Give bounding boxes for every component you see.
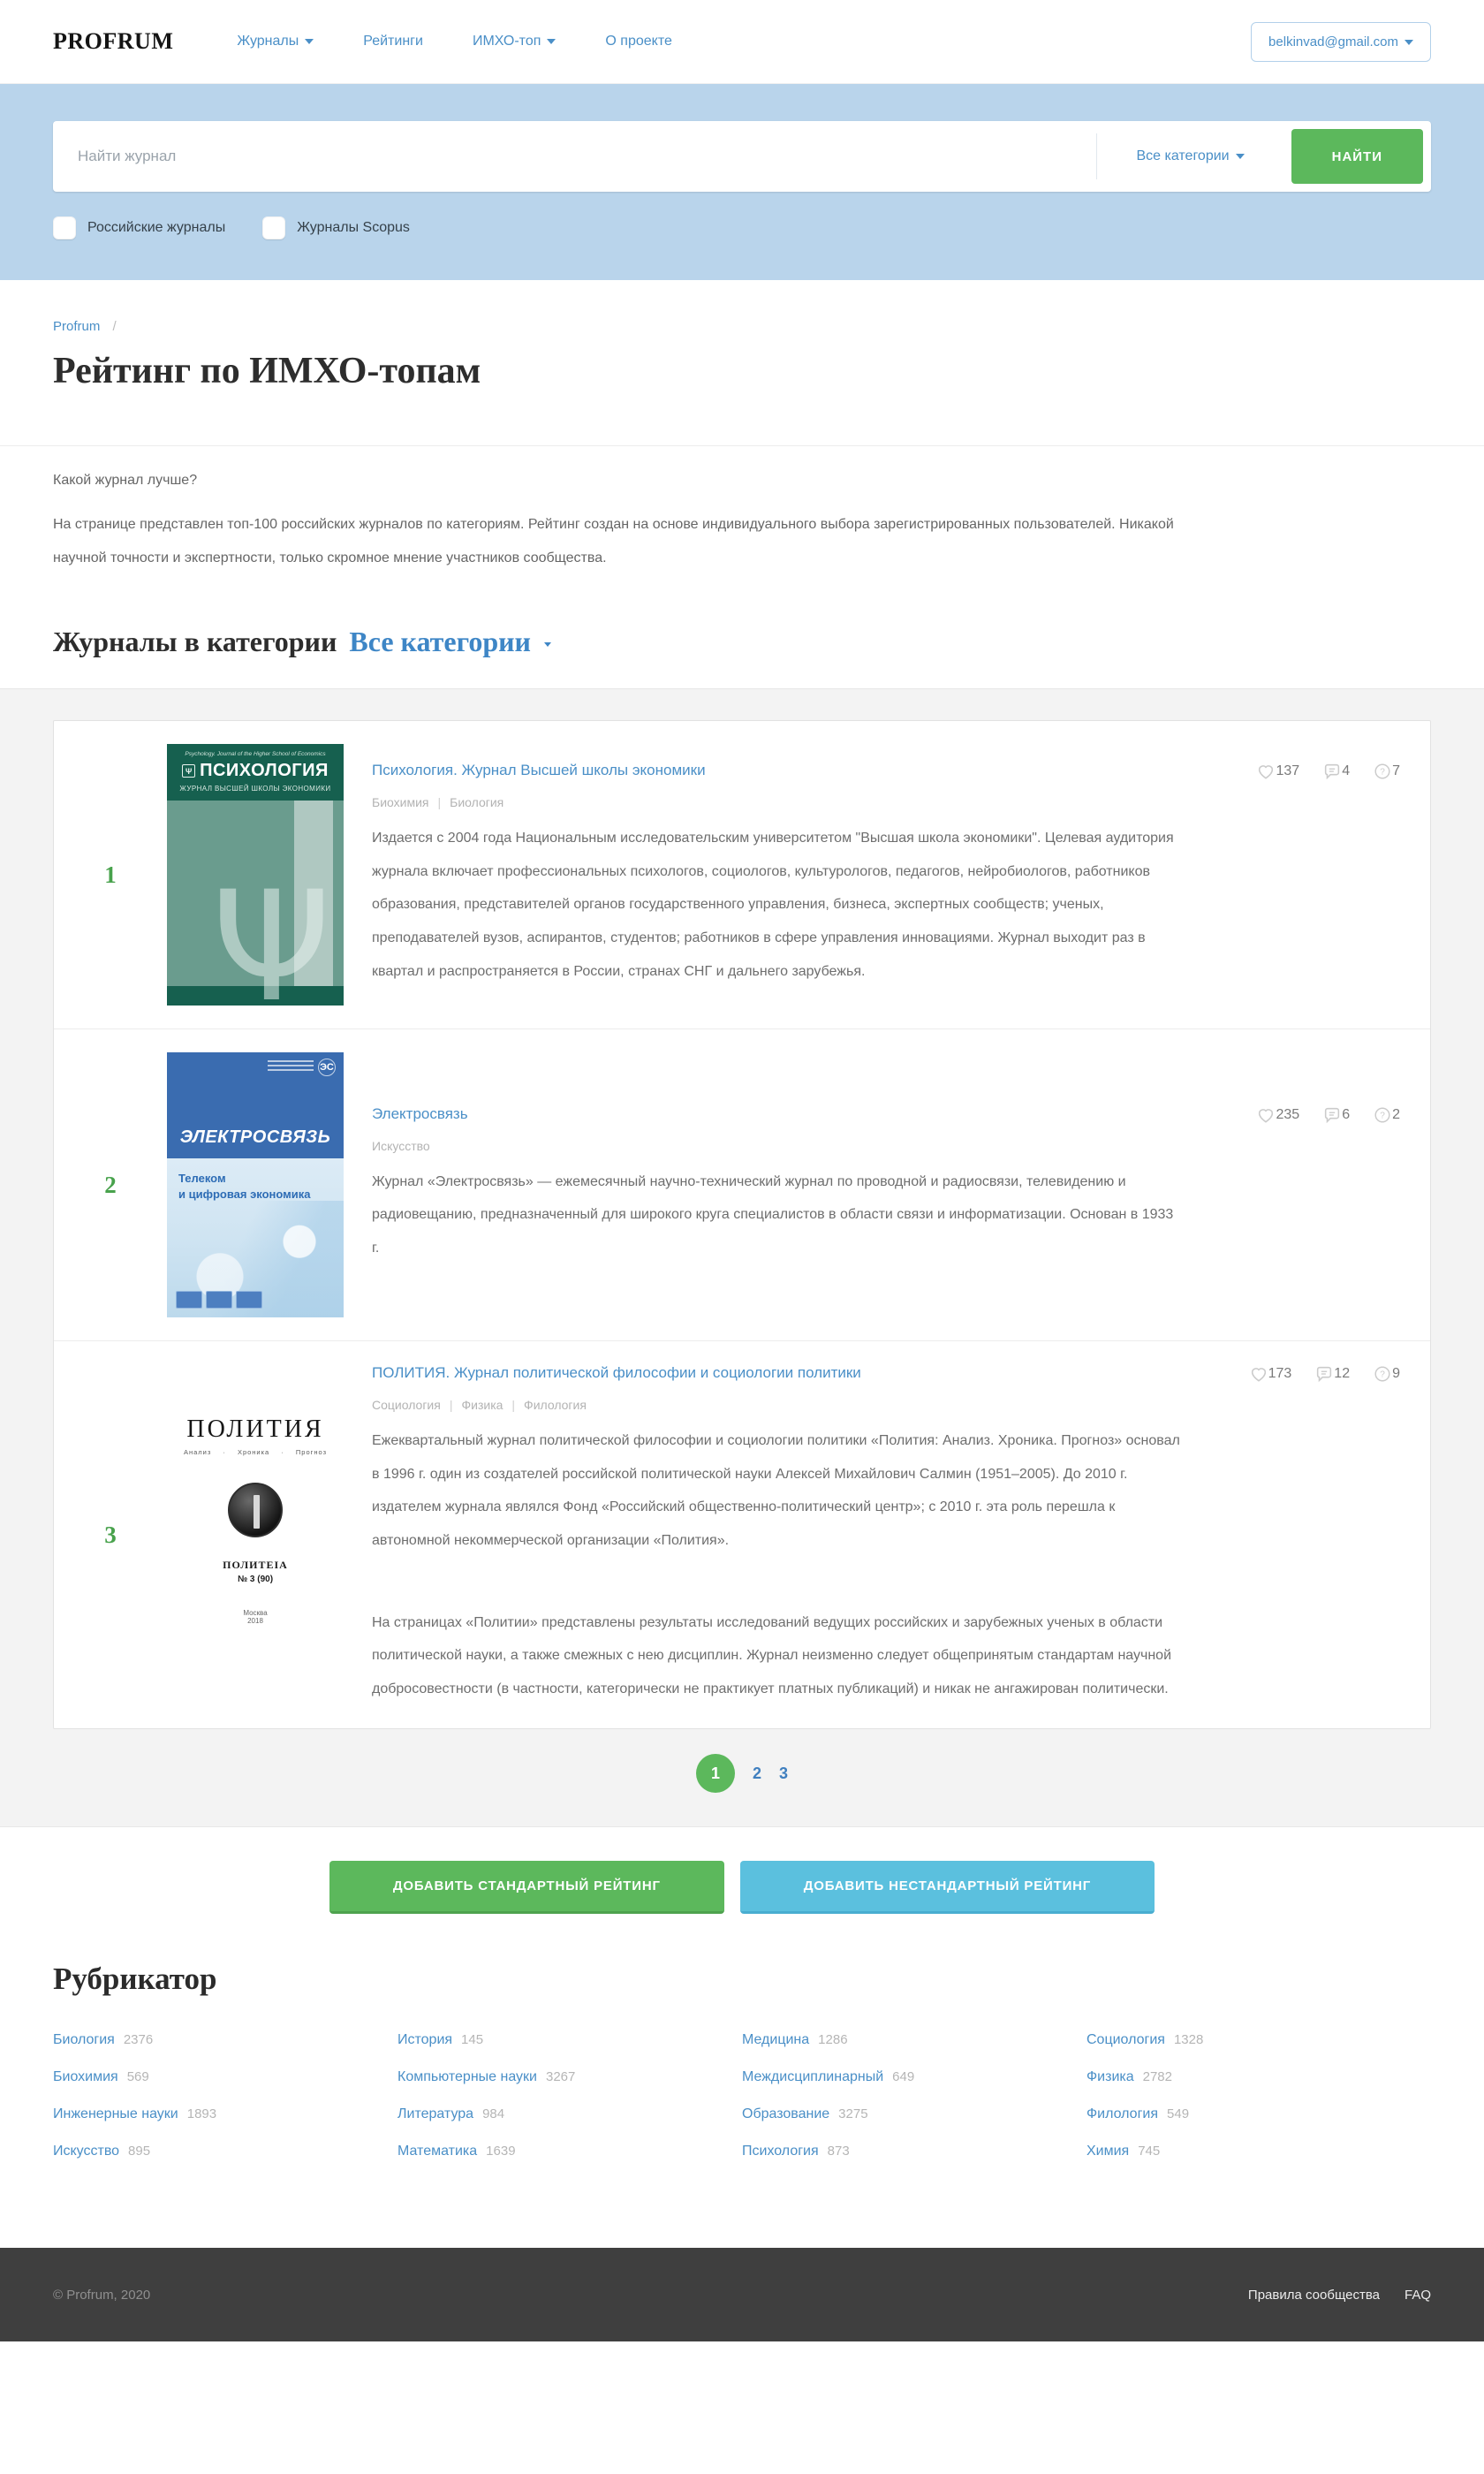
main-nav <box>237 34 672 49</box>
svg-text:?: ? <box>1380 1370 1385 1380</box>
journal-list-section <box>0 688 1484 1827</box>
psi-symbol: Ψ <box>211 858 331 1006</box>
search-section <box>0 84 1484 280</box>
cover-year: 2018 <box>247 1617 263 1626</box>
journal-stats <box>1256 762 1400 781</box>
rubricator-link[interactable]: Междисциплинарный <box>742 2069 884 2085</box>
rubricator-link[interactable]: История <box>398 2032 453 2048</box>
rubricator-grid <box>53 2032 1431 2159</box>
comment-icon <box>1322 762 1342 781</box>
svg-text:?: ? <box>1380 1111 1385 1121</box>
rubricator-item: Междисциплинарный 649 <box>742 2069 915 2085</box>
rubricator-link[interactable]: Биология <box>53 2032 115 2048</box>
cover-emblem <box>228 1483 283 1537</box>
nav-item-imho-top[interactable]: ИМХО-топ <box>473 34 556 49</box>
pagination <box>53 1754 1431 1793</box>
question-icon <box>1373 762 1392 781</box>
journal-row <box>54 1340 1430 1728</box>
journal-stats <box>1256 1105 1400 1125</box>
es-logo: ЭС <box>318 1059 336 1076</box>
chevron-down-icon <box>305 39 314 44</box>
site-logo[interactable]: PROFRUM <box>53 28 174 54</box>
rubricator-link[interactable]: Химия <box>1086 2144 1130 2159</box>
journal-categories: Социология | Физика | Филология <box>372 1398 587 1413</box>
pagination-page-3[interactable]: 3 <box>779 1764 789 1782</box>
journal-cover-psychology[interactable] <box>167 744 344 1006</box>
comments-count: 12 <box>1334 1366 1351 1382</box>
chevron-down-icon <box>1404 40 1413 45</box>
journal-description: Журнал «Электросвязь» — ежемесячный научно-технический журнал по проводной и радиосвязи, телевидению и радиовещанию, предназначенный для широкого круга специалистов в области связи и информатизации. Основан в 1933 г. <box>372 1173 1174 1256</box>
page-title: Рейтинг по ИМХО-топам <box>53 351 481 391</box>
cover-title: ЭЛЕКТРОСВЯЗЬ <box>179 1127 331 1148</box>
cover-decor-lines <box>268 1060 314 1074</box>
journal-list-card <box>53 720 1431 1729</box>
checkbox-russian-journals[interactable] <box>53 216 76 239</box>
journal-title-link[interactable]: Электросвязь <box>372 1104 468 1122</box>
rubricator-item: Искусство 895 <box>53 2144 151 2159</box>
comment-icon <box>1314 1364 1334 1384</box>
chevron-down-icon <box>544 642 551 647</box>
journal-description: Издается с 2004 года Национальным исследовательским университетом "Высшая школа экономики". Целевая аудитория журнала включает профессиональных психологов, социологов, культурологов, педагогов, нейробиологов, работников образования, представителей органов государственного управления, бизнеса, экспертных сообществ; ученых, преподавателей вузов, аспирантов, студентов; работников в сфере управления инновациями. Журнал выходит раз в квартал и распространяется в России, странах СНГ и дальнего зарубежья. <box>372 831 1174 979</box>
rubricator-link[interactable]: Искусство <box>53 2144 120 2159</box>
heart-icon <box>1256 1105 1276 1125</box>
journal-row <box>54 721 1430 1028</box>
search-bar <box>53 121 1431 192</box>
rank-number: 1 <box>104 861 117 888</box>
question-icon <box>1373 1105 1392 1125</box>
pagination-page-1[interactable]: 1 <box>696 1754 735 1793</box>
rubricator-item: Инженерные науки 1893 <box>53 2106 217 2122</box>
add-nonstandard-rating-button[interactable]: ДОБАВИТЬ НЕСТАНДАРТНЫЙ РЕЙТИНГ <box>740 1861 1155 1914</box>
rubricator-link[interactable]: Математика <box>398 2144 478 2159</box>
comments-button[interactable] <box>1322 1105 1350 1125</box>
rubricator-item: Биология 2376 <box>53 2032 154 2048</box>
category-link[interactable]: Филология <box>524 1398 587 1413</box>
journal-categories: Биохимия | Биология <box>372 795 504 810</box>
journal-cover-elektrosvyaz[interactable] <box>167 1052 344 1317</box>
category-link[interactable]: Социология <box>372 1398 441 1413</box>
cover-issue: № 3 (90) <box>237 1575 274 1585</box>
search-category-dropdown[interactable]: Все категории <box>1096 133 1283 179</box>
cover-subtitle: ЖУРНАЛ ВЫСШЕЙ ШКОЛЫ ЭКОНОМИКИ <box>179 785 331 793</box>
rank-number: 3 <box>104 1521 117 1548</box>
rubricator-link[interactable]: Компьютерные науки <box>398 2069 537 2085</box>
footer-link-community-rules[interactable]: Правила сообщества <box>1247 2287 1380 2303</box>
rubricator-link[interactable]: Социология <box>1086 2032 1165 2048</box>
rubricator-link[interactable]: Психология <box>742 2144 819 2159</box>
journal-row <box>54 1028 1430 1340</box>
questions-button[interactable] <box>1373 1364 1400 1384</box>
cover-thumbnails <box>176 1291 262 1309</box>
heart-icon <box>1256 762 1276 781</box>
intro-question: Какой журнал лучше? <box>53 473 198 488</box>
chevron-down-icon <box>1236 154 1245 159</box>
likes-count: 137 <box>1276 763 1300 779</box>
journal-description: Ежеквартальный журнал политической философии и социологии политики «Полития: Анализ. Хроника. Прогноз» основал в 1996 г. один из создателей российской политической науки Алексей Михайлович Салмин (1951–2005). До 2010 г. издателем журнала являлся Фонд «Российский общественно-политический центр»; с 2010 г. эта роль перешла к автономной некоммерческой организации «Полития». На страницах «Политии» представлены результаты исследований ведущих российских и зарубежных ученых в области политической науки, а также смежных с нею дисциплин. Журнал неизменно следует общепринятым стандартам научной добросовестности (в частности, категорически не практикует платных публикаций) и никак не ангажирован политически. <box>372 1433 1180 1696</box>
category-link[interactable]: Биохимия <box>372 795 429 810</box>
nav-item-ratings[interactable]: Рейтинги <box>363 34 423 49</box>
category-link[interactable]: Искусство <box>372 1138 430 1153</box>
question-icon <box>1373 1364 1392 1384</box>
nav-item-journals[interactable]: Журналы <box>237 34 314 49</box>
category-link[interactable]: Физика <box>461 1398 504 1413</box>
cover-top-line: Psychology. Journal of the Higher School of Economics <box>185 751 326 758</box>
add-standard-rating-button[interactable]: ДОБАВИТЬ СТАНДАРТНЫЙ РЕЙТИНГ <box>329 1861 724 1914</box>
journal-categories <box>372 1139 1404 1153</box>
journal-title-link[interactable]: Психология. Журнал Высшей школы экономики <box>372 762 706 779</box>
search-filters <box>53 216 1431 239</box>
questions-count: 9 <box>1392 1366 1400 1382</box>
questions-button[interactable] <box>1373 762 1400 781</box>
journal-cover-politeia[interactable] <box>167 1389 344 1681</box>
rubricator-item: Компьютерные науки 3267 <box>398 2069 576 2085</box>
filter-scopus-journals[interactable]: Журналы Scopus <box>262 216 410 239</box>
questions-button[interactable] <box>1373 1105 1400 1125</box>
comments-button[interactable] <box>1322 762 1350 781</box>
likes-button[interactable] <box>1249 1364 1292 1384</box>
rubricator-section <box>53 1914 1431 2248</box>
rubricator-item: Образование 3275 <box>742 2106 868 2122</box>
user-account-dropdown[interactable]: belkinvad@gmail.com <box>1251 22 1431 62</box>
rubricator-item: Математика 1639 <box>398 2144 516 2159</box>
cover-city: Москва <box>243 1609 268 1618</box>
filter-russian-journals[interactable]: Российские журналы <box>53 216 225 239</box>
rubricator-item: Медицина 1286 <box>742 2032 848 2048</box>
chevron-down-icon <box>547 39 556 44</box>
cover-subtitle: Телеком и цифровая экономика <box>178 1172 311 1202</box>
rubricator-item: Психология 873 <box>742 2144 850 2159</box>
rank-number: 2 <box>104 1171 117 1198</box>
breadcrumb <box>53 319 1431 334</box>
likes-count: 173 <box>1268 1366 1292 1382</box>
rubricator-link[interactable]: Образование <box>742 2106 830 2122</box>
likes-button[interactable] <box>1256 1105 1299 1125</box>
comment-icon <box>1322 1105 1342 1125</box>
likes-button[interactable] <box>1256 762 1299 781</box>
top-bar <box>0 0 1484 84</box>
questions-count: 2 <box>1392 1106 1400 1122</box>
rubricator-title: Рубрикатор <box>53 1962 217 1997</box>
rubricator-link[interactable]: Инженерные науки <box>53 2106 178 2122</box>
likes-count: 235 <box>1276 1106 1300 1122</box>
journal-title-link[interactable]: ПОЛИТИЯ. Журнал политической философии и социологии политики <box>372 1364 861 1382</box>
section-category-dropdown[interactable]: Все категории <box>349 626 551 658</box>
footer-link-faq[interactable]: FAQ <box>1404 2287 1431 2303</box>
rubricator-item: История 145 <box>398 2032 484 2048</box>
rubricator-item: Филология 549 <box>1086 2106 1190 2122</box>
search-button[interactable]: НАЙТИ <box>1291 129 1423 184</box>
rubricator-item: Литература 984 <box>398 2106 505 2122</box>
section-title: Журналы в категории <box>53 626 337 658</box>
cover-subtitle: Анализ · Хроника · Прогноз <box>183 1448 328 1457</box>
nav-item-about[interactable]: О проекте <box>605 34 672 49</box>
rubricator-link[interactable]: Медицина <box>742 2032 810 2048</box>
breadcrumb-separator: / <box>112 319 117 334</box>
footer <box>0 2248 1484 2341</box>
pagination-page-2[interactable]: 2 <box>752 1764 761 1782</box>
rubricator-item: Социология 1328 <box>1086 2032 1204 2048</box>
rubricator-item: Химия 745 <box>1086 2144 1161 2159</box>
rubricator-link[interactable]: Биохимия <box>53 2069 118 2085</box>
rubricator-item: Физика 2782 <box>1086 2069 1172 2085</box>
copyright: © Profrum, 2020 <box>53 2287 151 2303</box>
rubricator-link[interactable]: Физика <box>1086 2069 1134 2085</box>
cover-title: ПОЛИТИЯ <box>186 1415 324 1444</box>
svg-text:?: ? <box>1380 767 1385 778</box>
intro-text: На странице представлен топ-100 российских журналов по категориям. Рейтинг создан на основе индивидуального выбора зарегистрированных пользователей. Никакой научной точности и экспертности, только скромное мнение участников сообщества. <box>53 517 1174 565</box>
comments-count: 4 <box>1342 763 1351 779</box>
comments-count: 6 <box>1342 1106 1351 1122</box>
cover-imprint: ПОЛИТЕІА <box>223 1559 288 1572</box>
rating-actions <box>0 1827 1484 1914</box>
breadcrumb-home-link[interactable]: Profrum <box>53 319 101 334</box>
heart-icon <box>1249 1364 1268 1384</box>
questions-count: 7 <box>1392 763 1400 779</box>
search-input[interactable] <box>53 121 1096 192</box>
rubricator-link[interactable]: Филология <box>1086 2106 1159 2122</box>
hse-logo: Ψ <box>182 764 195 778</box>
category-link[interactable]: Биология <box>450 795 504 810</box>
rubricator-item: Биохимия 569 <box>53 2069 149 2085</box>
comments-button[interactable] <box>1314 1364 1350 1384</box>
journal-stats <box>1249 1364 1400 1384</box>
checkbox-scopus-journals[interactable] <box>262 216 285 239</box>
cover-title: ПСИХОЛОГИЯ <box>200 761 329 781</box>
rubricator-link[interactable]: Литература <box>398 2106 474 2122</box>
